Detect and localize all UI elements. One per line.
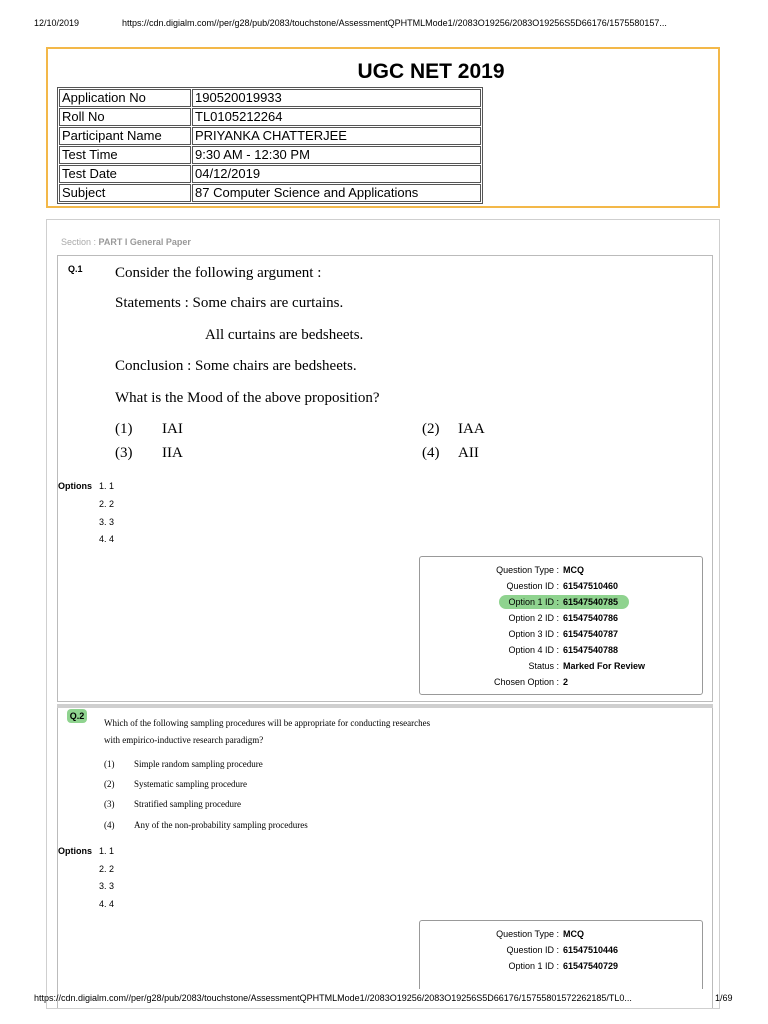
options-title: Options xyxy=(58,481,92,491)
meta-key: Option 2 ID : xyxy=(508,613,559,623)
footer-url[interactable]: https://cdn.digialm.com//per/g28/pub/2083/touchstone/AssessmentQPHTMLMode1//2083O19256/2083O19256S5D66176/15755801572262185/TL0... xyxy=(34,993,632,1003)
choice-text: Stratified sampling procedure xyxy=(134,799,241,809)
info-label: Roll No xyxy=(59,108,191,126)
meta-key: Question ID : xyxy=(506,945,559,955)
meta-key: Chosen Option : xyxy=(493,677,559,687)
choice-text: IAA xyxy=(458,421,485,437)
choice-text: Simple random sampling procedure xyxy=(134,759,263,769)
meta-value: MCQ xyxy=(563,929,584,939)
meta-value: 2 xyxy=(563,677,569,687)
meta-key: Status : xyxy=(528,661,559,671)
meta-value: 61547540787 xyxy=(563,629,619,639)
section-label: Section : PART I General Paper xyxy=(61,237,191,247)
meta-row-question-type xyxy=(420,562,702,578)
info-row-participant-name xyxy=(59,127,481,145)
info-label: Participant Name xyxy=(59,127,191,145)
choice-text: AII xyxy=(458,445,479,461)
question-meta-box xyxy=(419,920,703,989)
choice-number: (1) xyxy=(104,759,115,769)
meta-key: Question Type : xyxy=(496,929,559,939)
options-title: Options xyxy=(58,846,92,856)
question-text-line: What is the Mood of the above proposition? xyxy=(115,390,380,406)
question-text-line: Consider the following argument : xyxy=(115,265,322,281)
choice-number: (1) xyxy=(115,421,133,437)
question-text-line: Conclusion : Some chairs are bedsheets. xyxy=(115,358,357,374)
choice-number: (2) xyxy=(104,779,115,789)
info-row-subject xyxy=(59,184,481,202)
meta-row-correct-option-highlight xyxy=(420,594,702,610)
print-date: 12/10/2019 xyxy=(34,18,80,28)
option-item: 2. 2 xyxy=(99,864,115,874)
info-value: 87 Computer Science and Applications xyxy=(192,184,481,202)
question-meta-box xyxy=(419,556,703,695)
option-item: 3. 3 xyxy=(99,881,115,891)
info-label: Test Date xyxy=(59,165,191,183)
info-row-test-date xyxy=(59,165,481,183)
option-item: 1. 1 xyxy=(99,481,115,491)
info-value: TL0105212264 xyxy=(192,108,481,126)
meta-value: 61547540788 xyxy=(563,645,619,655)
meta-row-chosen-option xyxy=(420,674,702,690)
choice-text: IIA xyxy=(162,445,183,461)
choice-number: (3) xyxy=(115,445,133,461)
question-number: Q.1 xyxy=(68,264,83,274)
meta-key: Question Type : xyxy=(496,565,559,575)
option-item: 4. 4 xyxy=(99,534,115,544)
candidate-info-box xyxy=(46,47,720,208)
meta-value: 61547510460 xyxy=(563,581,619,591)
question-text-line: All curtains are bedsheets. xyxy=(205,327,364,343)
exam-title: UGC NET 2019 xyxy=(357,60,505,83)
page-number: 1/69 xyxy=(715,993,733,1003)
meta-value: 61547540786 xyxy=(563,613,619,623)
meta-row-option-3-id xyxy=(420,626,702,642)
option-item: 1. 1 xyxy=(99,846,115,856)
meta-row-question-id xyxy=(420,942,702,958)
choice-number: (3) xyxy=(104,799,115,809)
option-item: 4. 4 xyxy=(99,899,115,909)
meta-value: Marked For Review xyxy=(563,661,646,671)
meta-key: Option 4 ID : xyxy=(508,645,559,655)
meta-value: MCQ xyxy=(563,565,584,575)
info-row-roll-no xyxy=(59,108,481,126)
meta-key: Option 1 ID : xyxy=(508,597,559,607)
meta-value: 61547540785 xyxy=(563,597,619,607)
option-item: 2. 2 xyxy=(99,499,115,509)
print-footer xyxy=(0,991,768,1005)
choice-text: Systematic sampling procedure xyxy=(134,779,247,789)
meta-key: Option 3 ID : xyxy=(508,629,559,639)
info-value: 04/12/2019 xyxy=(192,165,481,183)
info-row-test-time xyxy=(59,146,481,164)
info-value: 9:30 AM - 12:30 PM xyxy=(192,146,481,164)
info-label: Test Time xyxy=(59,146,191,164)
choice-number: (2) xyxy=(422,421,440,437)
candidate-info-table xyxy=(57,87,483,204)
meta-key: Question ID : xyxy=(506,581,559,591)
choice-text: Any of the non-probability sampling procedures xyxy=(134,820,308,830)
info-value: 190520019933 xyxy=(192,89,481,107)
meta-value: 61547510446 xyxy=(563,945,619,955)
meta-row-question-type xyxy=(420,926,702,942)
meta-key: Option 1 ID : xyxy=(508,961,559,971)
meta-row-option-1-id xyxy=(420,958,702,974)
meta-row-status xyxy=(420,658,702,674)
print-url[interactable]: https://cdn.digialm.com//per/g28/pub/2083/touchstone/AssessmentQPHTMLMode1//2083O19256/2083O19256S5D66176/1575580157... xyxy=(122,18,667,28)
question-text-line: Which of the following sampling procedures will be appropriate for conducting researches xyxy=(104,718,431,728)
meta-row-option-2-id xyxy=(420,610,702,626)
choice-text: IAI xyxy=(162,421,183,437)
meta-row-option-4-id xyxy=(420,642,702,658)
question-text-line: with empirico-inductive research paradigm? xyxy=(104,735,264,745)
option-item: 3. 3 xyxy=(99,517,115,527)
info-label: Subject xyxy=(59,184,191,202)
choice-number: (4) xyxy=(422,445,440,461)
meta-value: 61547540729 xyxy=(563,961,619,971)
info-label: Application No xyxy=(59,89,191,107)
info-row-application-no xyxy=(59,89,481,107)
print-header xyxy=(0,16,768,30)
question-text-line: Statements : Some chairs are curtains. xyxy=(115,295,344,311)
info-value: PRIYANKA CHATTERJEE xyxy=(192,127,481,145)
question-number: Q.2 xyxy=(67,709,87,723)
meta-row-question-id xyxy=(420,578,702,594)
choice-number: (4) xyxy=(104,820,115,830)
